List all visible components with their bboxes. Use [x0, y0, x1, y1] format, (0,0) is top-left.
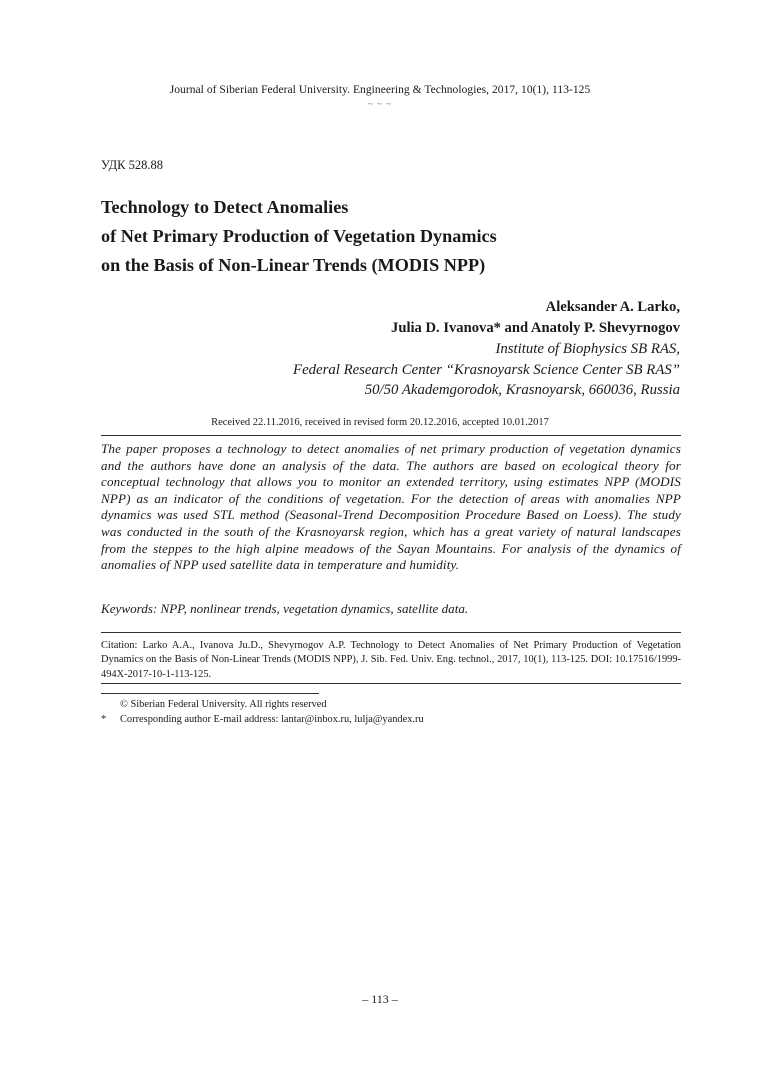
authors-line: Aleksander A. Larko, [545, 299, 680, 315]
keywords: Keywords: NPP, nonlinear trends, vegetation dynamics, satellite data. [101, 601, 469, 616]
title-line: Technology to Detect Anomalies [101, 197, 349, 217]
footnotes [101, 697, 681, 727]
page-number: – 113 – [362, 992, 398, 1006]
affiliation-line: Federal Research Center “Krasnoyarsk Science Center SB RAS” [293, 361, 680, 378]
footnote-mark: * [101, 714, 107, 725]
affiliation [120, 339, 680, 401]
running-head: Journal of Siberian Federal University. Engineering & Technologies, 2017, 10(1), 113-125 [169, 84, 591, 96]
affiliation-line: Institute of Biophysics SB RAS, [495, 341, 680, 357]
title-line: of Net Primary Production of Vegetation Dynamics [101, 226, 497, 246]
received-dates: Received 22.11.2016, received in revised form 20.12.2016, accepted 10.01.2017 [211, 417, 549, 428]
udk-code: УДК 528.88 [101, 158, 163, 172]
footnote-corresponding-author [101, 712, 681, 727]
citation: Citation: Larko A.A., Ivanova Ju.D., Shevyrnogov A.P. Technology to Detect Anomalies of Net Primary Production of Vegetation Dynamics on the Basis of Non-Linear Trends (MODIS NPP), J. Sib. Fed. Univ. Eng. technol., 2017, 10(1), 113-125. DOI: 10.17516/1999-494X-2017-10-1-113-125. [101, 640, 681, 680]
divider [101, 683, 681, 684]
divider [101, 435, 681, 436]
abstract: The paper proposes a technology to detect anomalies of net primary production of vegetation dynamics and the authors have done an analysis of the data. The authors are based on ecological theory for conceptual technology that allows you to monitor an extended territory, using estimates NPP (MODIS NPP) as an indicator of the conditions of vegetation. For the detection of areas with anomalies NPP dynamics was used STL method (Seasonal-Trend Decomposition Procedure Based on Loess). The study was conducted in the south of the Krasnoyarsk region, which has a great variety of natural landscapes from the steppes to the high alpine meadows of the Sayan Mountains. For analysis of the dynamics of anomalies of NPP used satellite data in temperature and humidity. [101, 441, 681, 573]
article-title [101, 193, 661, 280]
footnote-divider [101, 693, 319, 694]
footnote-text: Corresponding author E-mail address: lantar@inbox.ru, lulja@yandex.ru [120, 714, 424, 725]
authors-line: Julia D. Ivanova* and Anatoly P. Shevyrnogov [391, 320, 680, 336]
footnote-text: © Siberian Federal University. All rights reserved [120, 699, 327, 710]
header-ornament: ~ ~ ~ [367, 99, 393, 109]
authors [120, 297, 680, 339]
affiliation-line: 50/50 Akademgorodok, Krasnoyarsk, 660036, Russia [364, 382, 680, 398]
footnote-copyright [101, 697, 681, 712]
divider [101, 632, 681, 633]
title-line: on the Basis of Non-Linear Trends (MODIS NPP) [101, 255, 486, 275]
